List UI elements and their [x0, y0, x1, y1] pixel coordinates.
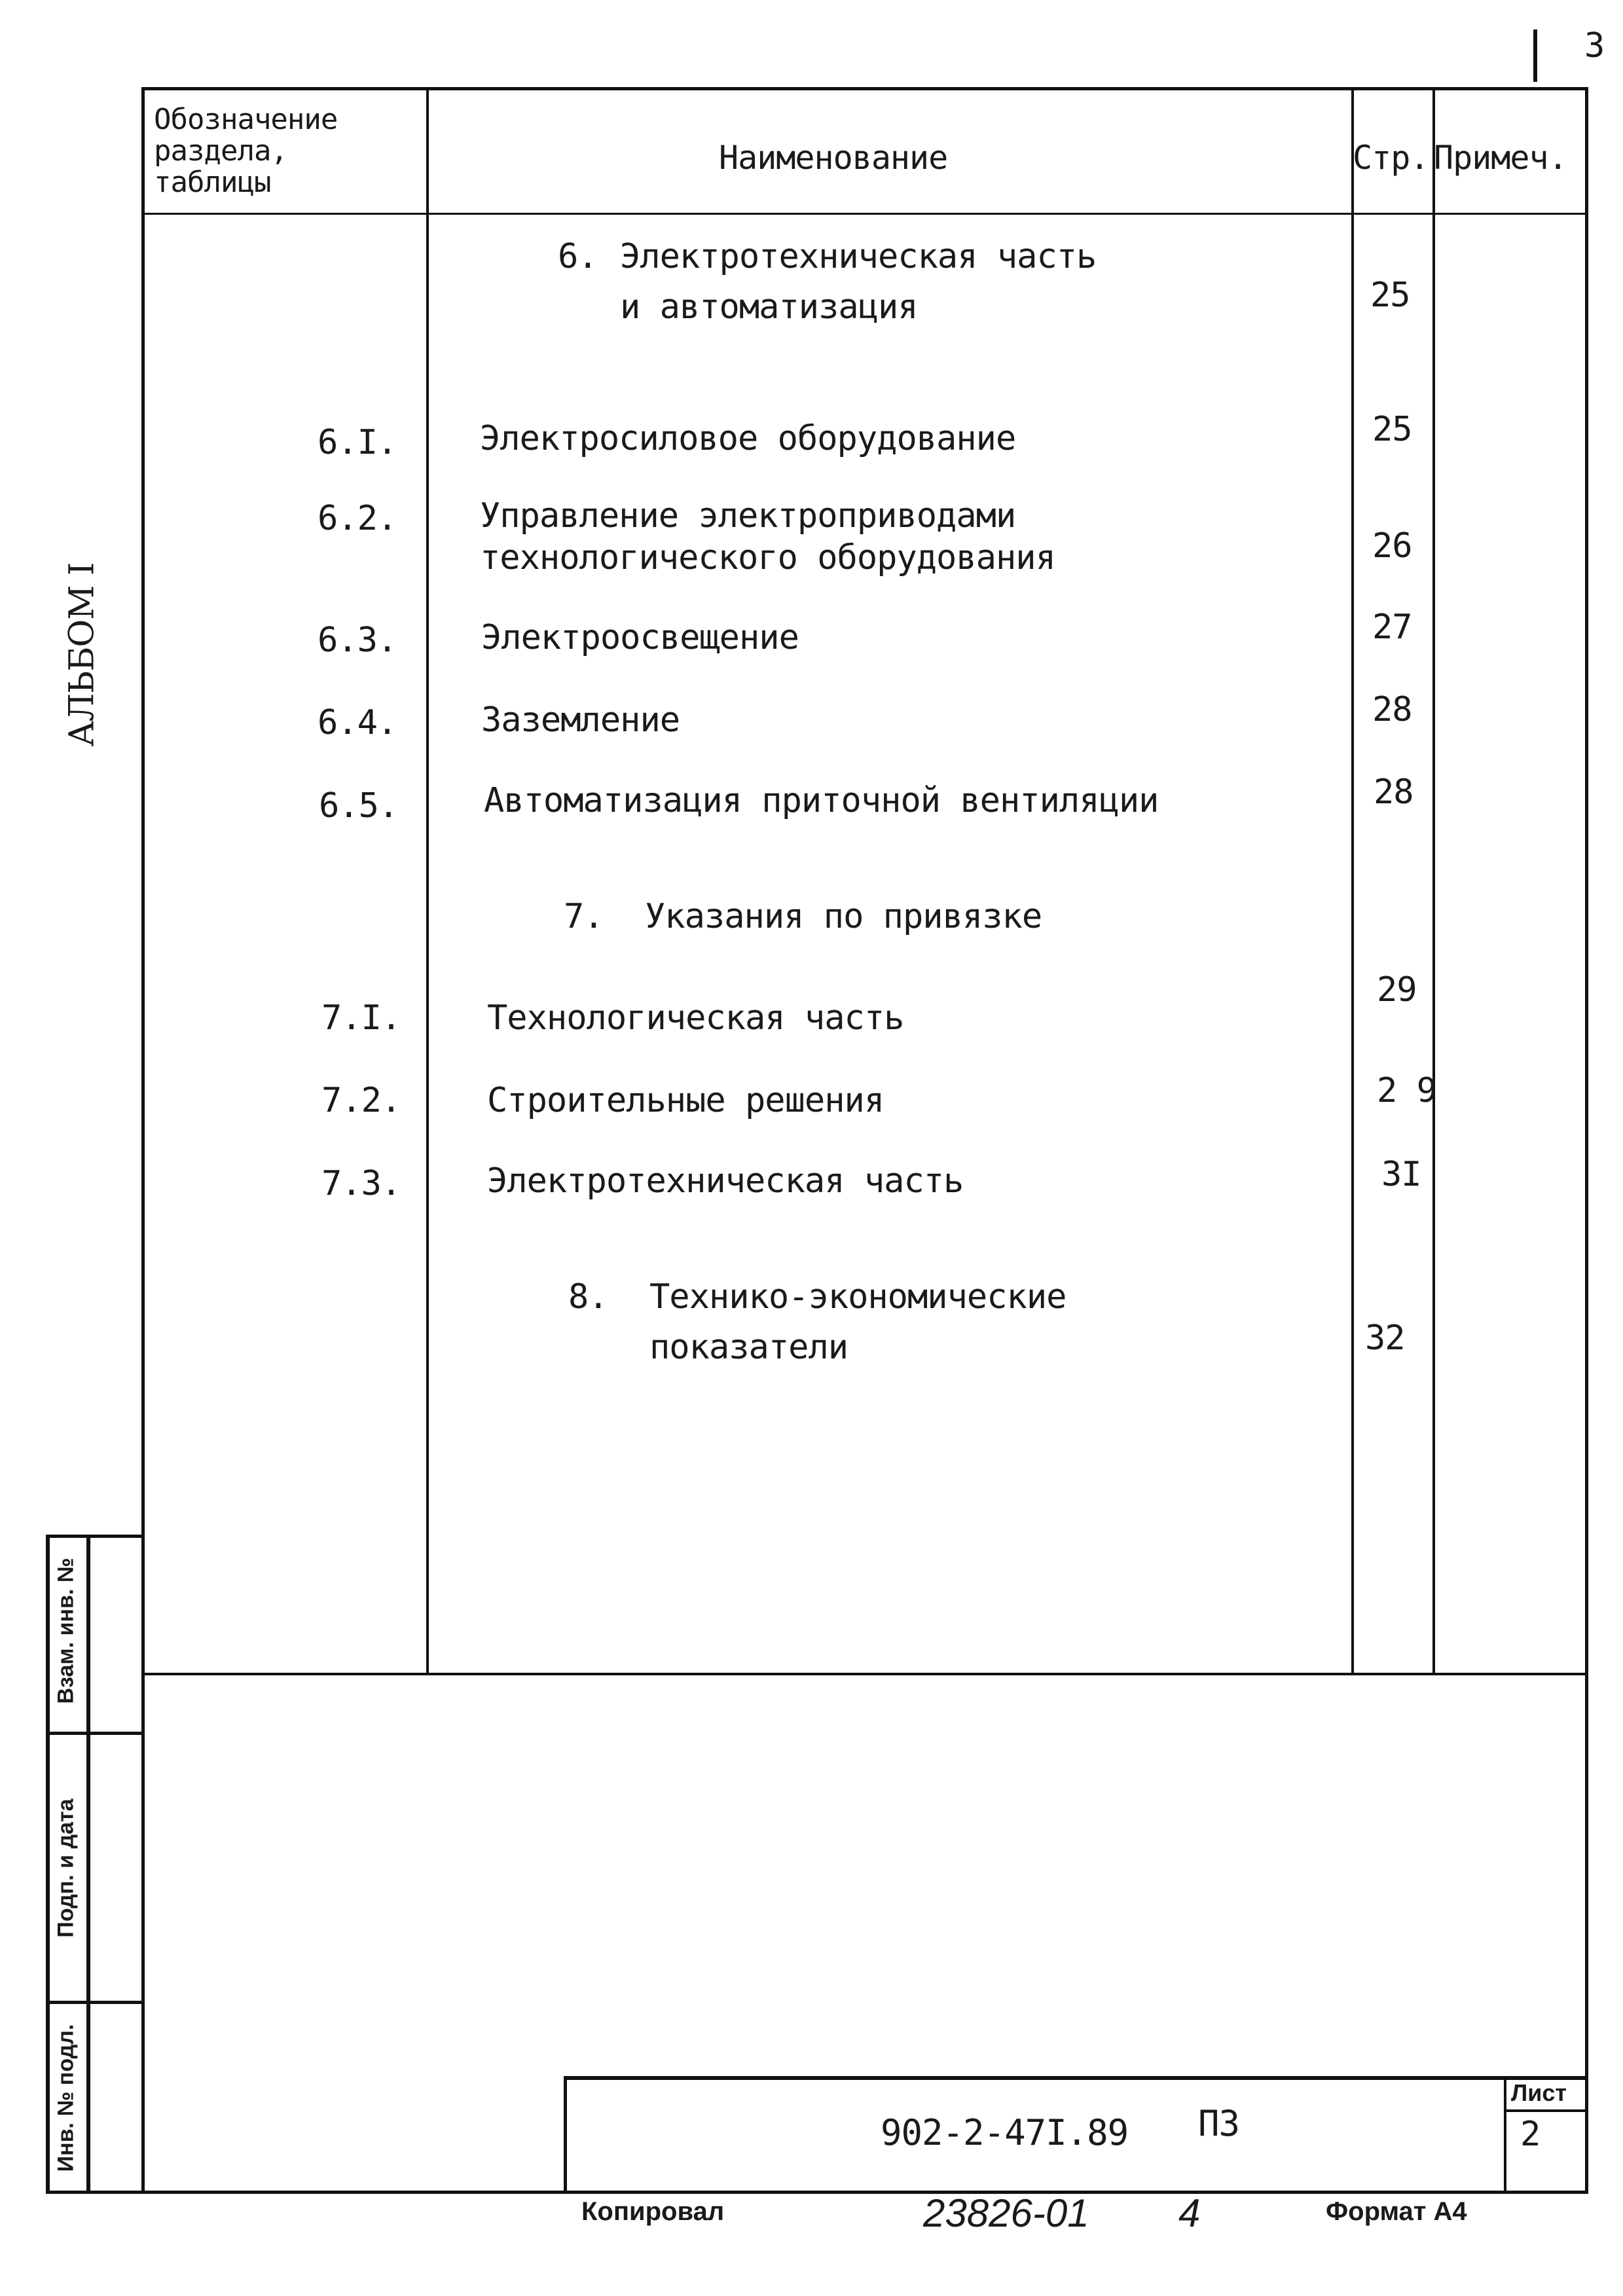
- strip-top: [46, 1535, 144, 1538]
- row-page: 28: [1374, 773, 1413, 812]
- sheet-number: 2: [1520, 2115, 1541, 2154]
- album-label: АЛЬБОМ I: [62, 562, 102, 747]
- row-title: Управление электроприводами: [480, 496, 1016, 536]
- title-block-top: [564, 2076, 1588, 2080]
- header-page: Стр.: [1353, 139, 1429, 177]
- frame-top: [141, 87, 1588, 90]
- row-num: 6.3.: [318, 621, 397, 660]
- sheet-label: Лист: [1511, 2079, 1567, 2106]
- row-title: Автоматизация приточной вентиляции: [484, 781, 1159, 820]
- format-label: Формат А4: [1326, 2197, 1467, 2226]
- row-num: 6.: [558, 237, 598, 276]
- title-block-left: [564, 2076, 567, 2194]
- row-title: Электротехническая часть: [487, 1161, 964, 1201]
- col-divider-3: [1432, 87, 1435, 1675]
- row-page: 25: [1372, 410, 1412, 449]
- row-title: Технологическая часть: [487, 998, 904, 1038]
- order-number: 23826-01: [923, 2191, 1089, 2235]
- table-bottom: [141, 1673, 1588, 1675]
- stamp-inv-label: Инв. № подл.: [53, 2024, 79, 2172]
- row-title: Электроосвещение: [481, 618, 799, 657]
- header-note: Примеч.: [1434, 139, 1567, 177]
- row-page: 27: [1372, 608, 1412, 647]
- row-page: 3I: [1381, 1155, 1421, 1194]
- row-page: 25: [1370, 276, 1410, 315]
- row-num: 6.4.: [318, 703, 397, 742]
- frame-bottom: [46, 2191, 1588, 2194]
- frame-right: [1585, 87, 1588, 2194]
- header-divider: [141, 213, 1588, 215]
- row-num: 7.3.: [321, 1164, 401, 1203]
- row-title: Электросиловое оборудование: [480, 419, 1016, 458]
- row-title: Строительные решения: [487, 1081, 884, 1120]
- handwritten-mark: 4: [1178, 2191, 1201, 2235]
- stamp-sign-date-label: Подп. и дата: [53, 1798, 79, 1938]
- col-divider-2: [1351, 87, 1354, 1675]
- row-num: 7.I.: [321, 998, 401, 1038]
- header-designation-3: таблицы: [154, 166, 271, 199]
- corner-page-number: 3: [1584, 26, 1605, 65]
- stamp-swap-label: Взам. инв. №: [53, 1558, 79, 1704]
- strip-divider: [86, 1535, 90, 2194]
- corner-mark: [1533, 29, 1537, 82]
- row-page: 28: [1372, 690, 1412, 729]
- row-num: 7.: [564, 897, 604, 936]
- row-title: технологического оборудования: [480, 538, 1055, 577]
- row-page: 32: [1365, 1319, 1405, 1358]
- row-title: Технико-экономические: [649, 1277, 1067, 1317]
- header-designation-2: раздела,: [154, 134, 287, 168]
- row-num: 8.: [568, 1277, 608, 1317]
- col-divider-1: [426, 87, 429, 1675]
- sheet-divider: [1504, 2076, 1506, 2194]
- row-title: Заземление: [481, 701, 680, 740]
- document-code: 902-2-47I.89: [881, 2112, 1129, 2153]
- strip-row-2: [46, 2001, 144, 2004]
- sheet-label-divider: [1504, 2109, 1588, 2112]
- row-num: 7.2.: [321, 1081, 401, 1120]
- frame-left: [141, 87, 145, 2194]
- row-num: 6.5.: [319, 786, 399, 826]
- row-title: и автоматизация: [620, 287, 918, 327]
- row-num: 6.I.: [318, 423, 397, 462]
- row-page: 29: [1377, 970, 1417, 1010]
- document-type: ПЗ: [1198, 2103, 1240, 2144]
- strip-row-1: [46, 1732, 144, 1735]
- row-title: Электротехническая часть: [620, 237, 1097, 276]
- row-page: 26: [1372, 526, 1412, 566]
- row-title: показатели: [649, 1328, 848, 1367]
- row-title: Указания по привязке: [645, 897, 1042, 936]
- header-designation-1: Обозначение: [154, 103, 338, 136]
- row-page: 2 9: [1377, 1071, 1436, 1110]
- row-num: 6.2.: [318, 499, 397, 538]
- copied-label: Копировал: [581, 2197, 725, 2226]
- header-name: Наименование: [719, 139, 948, 177]
- strip-left: [46, 1535, 50, 2194]
